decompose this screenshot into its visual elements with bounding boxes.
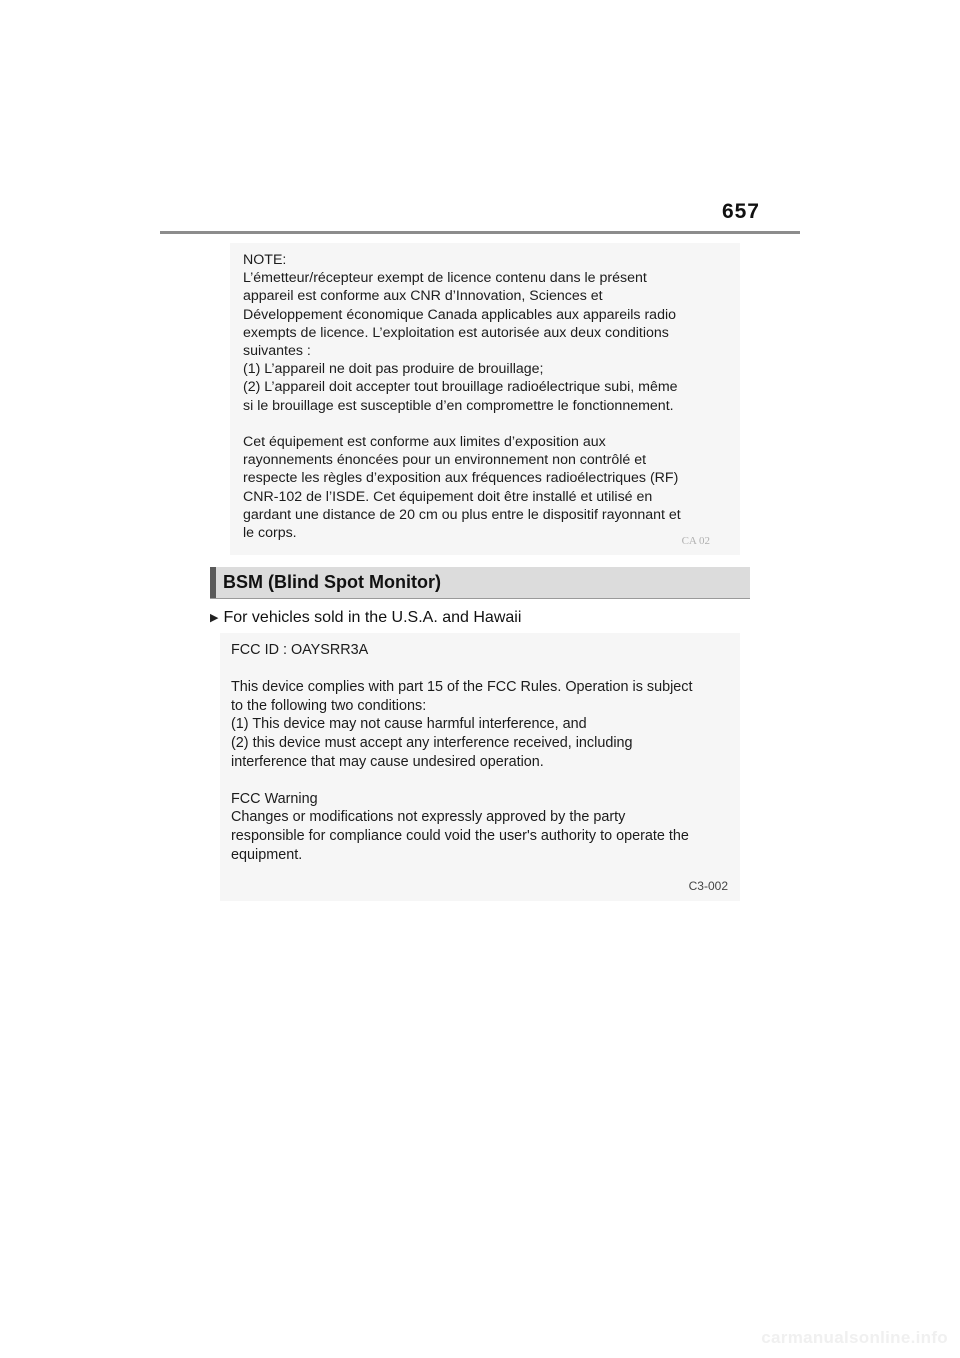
notice-fr-line: respecte les règles d’exposition aux fréquences radioélectriques (RF) — [243, 470, 679, 487]
notice-fr-line: NOTE: — [243, 252, 287, 268]
notice-box-fcc — [220, 633, 740, 901]
section-heading-bar — [210, 567, 216, 598]
notice-fcc-line: to the following two conditions: — [231, 697, 427, 714]
subheading-text: For vehicles sold in the U.S.A. and Hawaii — [223, 609, 522, 626]
notice-fr-line: appareil est conforme aux CNR d’Innovation, Sciences et — [243, 288, 603, 305]
notice-fcc-line: This device complies with part 15 of the FCC Rules. Operation is subject — [231, 679, 693, 696]
section-heading-bsm — [210, 567, 750, 599]
notice-fr-line: CNR-102 de l’ISDE. Cet équipement doit être installé et utilisé en — [243, 488, 653, 505]
notice-fr-line: suivantes : — [243, 343, 311, 360]
notice-fr-line — [243, 415, 740, 433]
notice-fcc-line — [231, 660, 740, 679]
figure-code-fr: CA 02 — [681, 535, 710, 547]
notice-fcc-line — [231, 771, 740, 790]
notice-fr-line: (1) L’appareil ne doit pas produire de brouillage; — [243, 361, 544, 378]
notice-fr-line: Développement économique Canada applicables aux appareils radio — [243, 306, 677, 323]
notice-fr-line: gardant une distance de 20 cm ou plus entre le dispositif rayonnant et — [243, 506, 681, 523]
notice-fr-line: (2) L’appareil doit accepter tout brouillage radioélectrique subi, même — [243, 379, 678, 396]
notice-fr-line: si le brouillage est susceptible d’en compromettre le fonctionnement. — [243, 397, 674, 414]
notice-fcc-line: FCC Warning — [231, 790, 318, 807]
notice-fr-line: exempts de licence. L’exploitation est autorisée aux deux conditions — [243, 324, 669, 341]
notice-fr-line: rayonnements énoncées pour un environnement non contrôlé et — [243, 452, 647, 469]
notice-box-fr — [230, 243, 740, 555]
notice-fcc-line: (1) This device may not cause harmful interference, and — [231, 716, 587, 733]
notice-fcc-line: interference that may cause undesired operation. — [231, 753, 544, 770]
notice-fr-line: Cet équipement est conforme aux limites d’exposition aux — [243, 434, 606, 451]
notice-fcc-line: FCC ID : OAYSRR3A — [231, 642, 369, 658]
page-number: 657 — [721, 200, 760, 223]
header-rule — [160, 231, 800, 234]
notice-fcc-line: responsible for compliance could void the user's authority to operate the — [231, 827, 689, 844]
subheading-region — [210, 608, 521, 628]
notice-fcc-line: Changes or modifications not expressly approved by the party — [231, 809, 626, 826]
figure-code-fcc: C3-002 — [688, 879, 728, 893]
notice-fr-line: le corps. — [243, 525, 297, 542]
watermark: carmanualsonline.info — [761, 1328, 948, 1347]
triangle-arrow-icon: ▶ — [210, 612, 219, 624]
notice-fr-line: L’émetteur/récepteur exempt de licence contenu dans le présent — [243, 270, 647, 287]
notice-fcc-line: equipment. — [231, 846, 303, 863]
notice-fcc-line: (2) this device must accept any interference received, including — [231, 734, 633, 751]
section-title: BSM (Blind Spot Monitor) — [223, 572, 441, 592]
